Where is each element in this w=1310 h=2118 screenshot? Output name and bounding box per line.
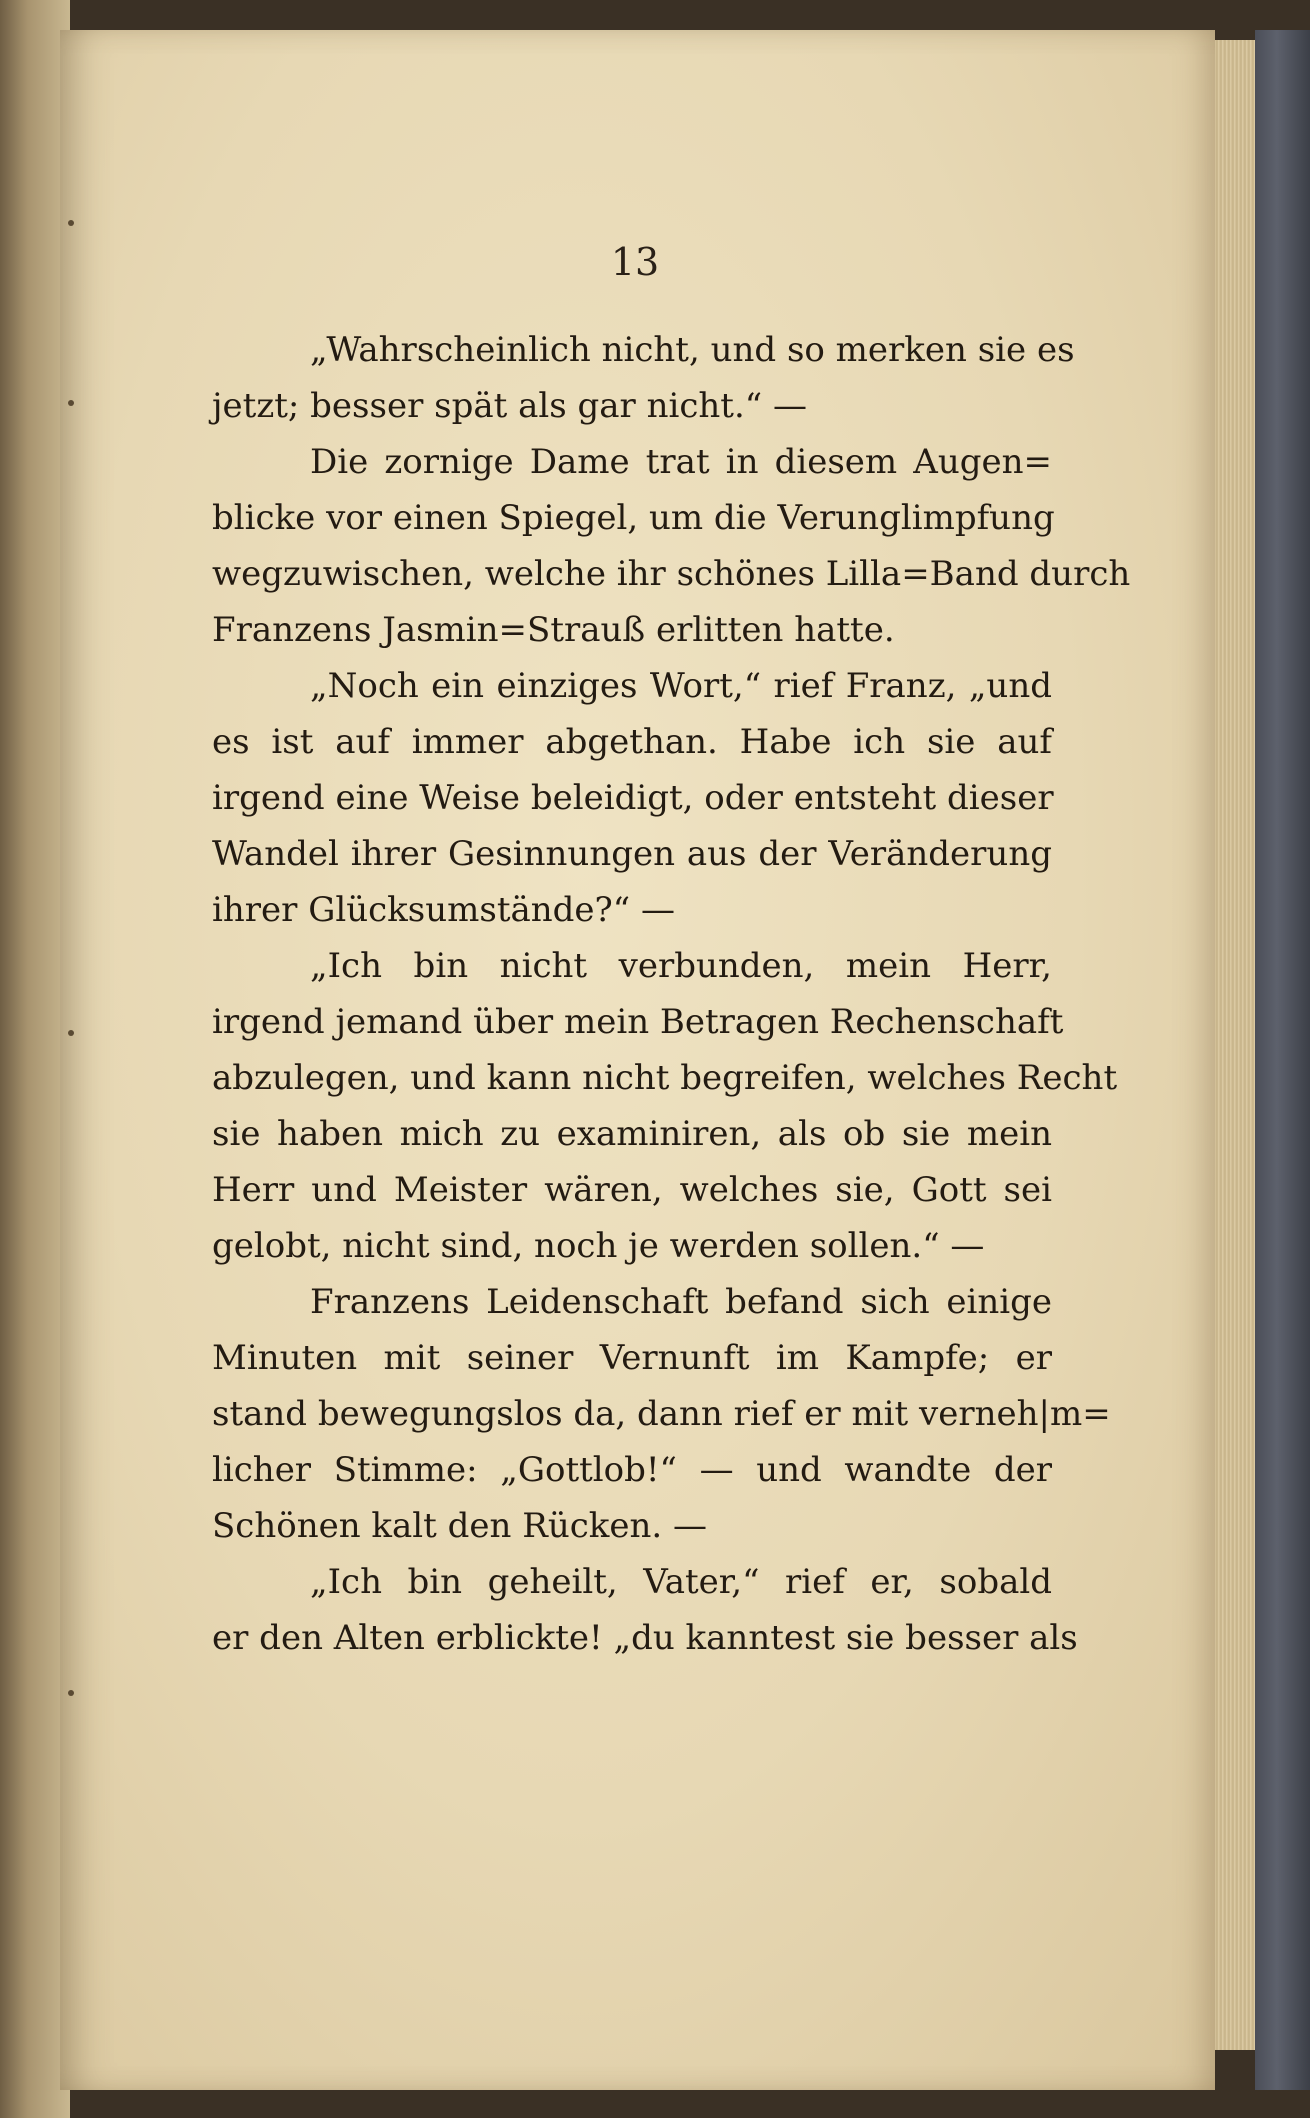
text-line: Minuten mit seiner Vernunft im Kampfe; er [212,1338,1052,1378]
text-line: wegzuwischen, welche ihr schönes Lilla=Band durch [212,554,1131,594]
text-line: Schönen kalt den Rücken. — [212,1506,708,1546]
text-line: „Wahrscheinlich nicht, und so merken sie es [310,330,1075,370]
text-line: Wandel ihrer Gesinnungen aus der Veränderung [212,834,1052,874]
gutter-mark [68,400,74,406]
text-line: sie haben mich zu examiniren, als ob sie mein [212,1114,1052,1154]
page-stack-edge [1215,40,1255,2050]
book-cover [1255,30,1310,2090]
text-line: licher Stimme: „Gottlob!“ — und wandte der [212,1450,1052,1490]
page-number: 13 [610,240,660,284]
text-line: er den Alten erblickte! „du kanntest sie besser als [212,1618,1078,1658]
body-text [212,322,1131,1666]
text-line: Franzens Jasmin=Strauß erlitten hatte. [212,610,895,650]
text-line: „Noch ein einziges Wort,“ rief Franz, „und [310,666,1052,706]
text-line: Franzens Leidenschaft befand sich einige [310,1282,1052,1322]
text-line: „Ich bin nicht verbunden, mein Herr, [310,946,1052,986]
text-line: Herr und Meister wären, welches sie, Gott sei [212,1170,1052,1210]
text-line: irgend jemand über mein Betragen Rechenschaft [212,1002,1064,1042]
text-line: gelobt, nicht sind, noch je werden sollen.“ — [212,1226,985,1266]
text-line: jetzt; besser spät als gar nicht.“ — [212,386,807,426]
gutter-mark [68,1690,74,1696]
text-line: Die zornige Dame trat in diesem Augen= [310,442,1052,482]
text-line: stand bewegungslos da, dann rief er mit verneh|m= [212,1394,1111,1434]
text-line: abzulegen, und kann nicht begreifen, welches Recht [212,1058,1118,1098]
text-line: blicke vor einen Spiegel, um die Verunglimpfung [212,498,1055,538]
text-line: ihrer Glücksumstände?“ — [212,890,675,930]
text-line: „Ich bin geheilt, Vater,“ rief er, sobald [310,1562,1052,1602]
text-line: es ist auf immer abgethan. Habe ich sie auf [212,722,1052,762]
gutter-mark [68,220,74,226]
gutter-mark [68,1030,74,1036]
text-line: irgend eine Weise beleidigt, oder entsteht dieser [212,778,1054,818]
